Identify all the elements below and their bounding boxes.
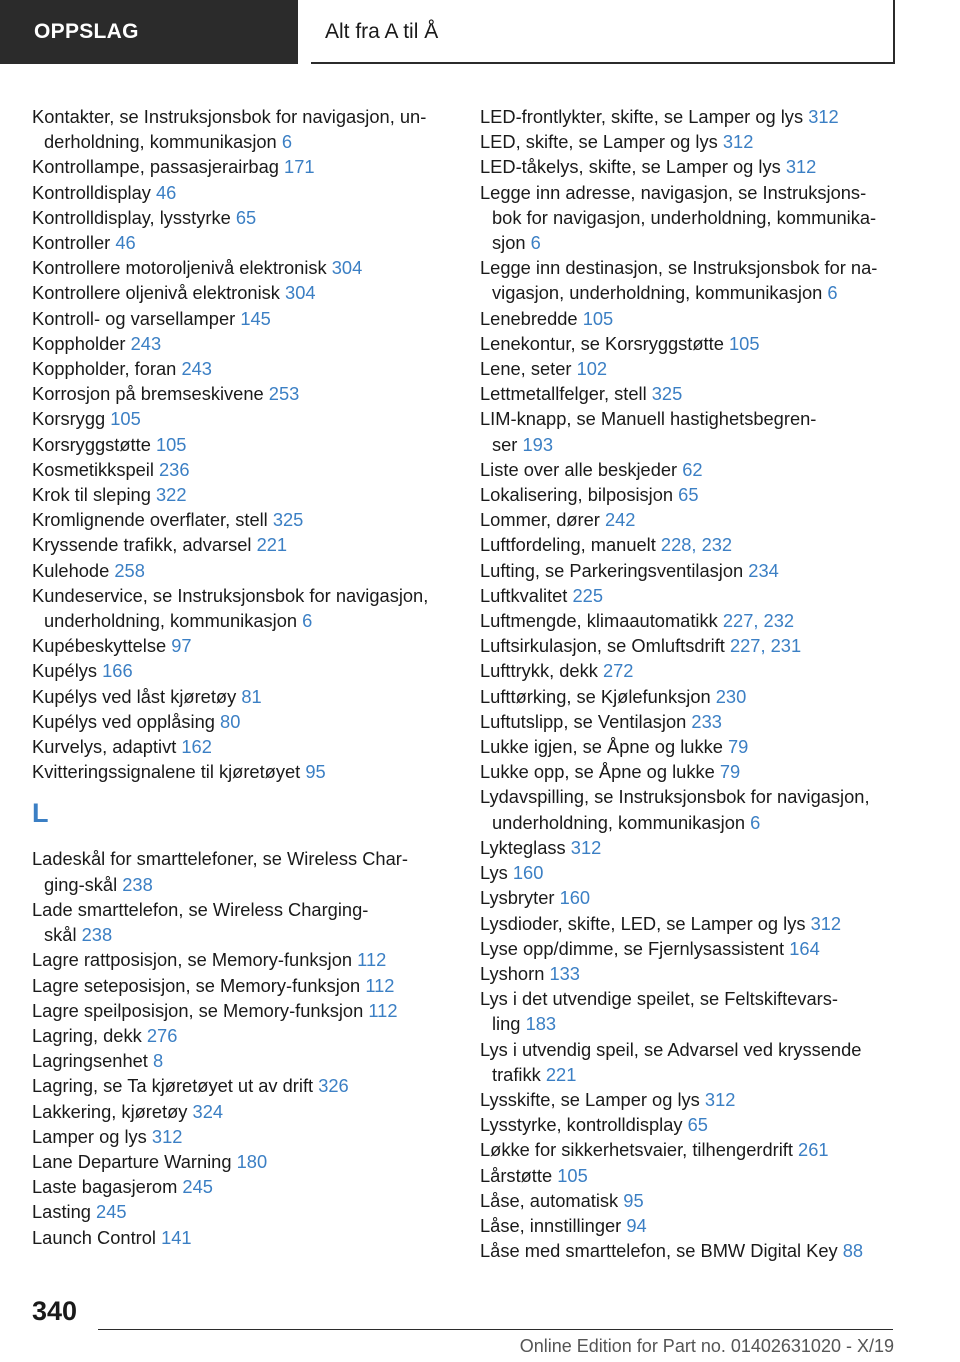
index-entry-text: Kupébeskyttelse [32,635,167,657]
page-reference-link[interactable]: 105 [110,408,141,430]
index-entry-text: Lys i utvendig speil, se Advarsel ved kryssende [480,1038,862,1060]
index-entry [32,180,450,205]
index-entry [480,558,898,583]
index-entry-text: trafikk [492,1063,541,1085]
index-entry [32,633,450,658]
page-reference-link[interactable]: 81 [241,685,262,707]
index-entry-continuation [32,608,450,633]
page-reference-link[interactable]: 79 [728,736,749,758]
page-number: 340 [32,1296,78,1326]
index-entry [32,482,450,507]
index-entry-text: Lårstøtte [480,1164,553,1186]
index-entry-text: Krok til sleping [32,484,151,506]
page-reference-link[interactable]: 105 [582,307,614,329]
page-reference-link[interactable]: 234 [748,559,779,581]
page-reference-link[interactable]: 183 [525,1013,557,1035]
index-entry [480,633,898,658]
page-reference-link[interactable]: 304 [285,282,316,304]
page-reference-link[interactable]: 322 [155,484,187,506]
index-entry-text: Lasting [32,1201,91,1223]
index-entry-continuation [32,872,450,897]
page-reference-link[interactable]: 94 [626,1214,647,1236]
index-entry-continuation [480,810,898,835]
index-entry-text: Luftfordeling, manuelt [480,534,656,556]
index-entry-text: Lyshorn [480,962,545,984]
index-entry-text: Kontrollere oljenivå elektronisk [32,282,280,304]
index-entry [32,1073,450,1098]
index-entry-text: skål [44,924,77,946]
index-entry-text: derholdning, kommunikasjon [44,131,277,153]
page-reference-link[interactable]: 46 [155,181,177,203]
index-entry [32,558,450,583]
index-entry-continuation [480,1062,898,1087]
index-entry [480,457,898,482]
index-entry [480,658,898,683]
index-entry-text: Lufttørking, se Kjølefunksjon [480,685,711,707]
page-reference-link[interactable]: 326 [318,1075,349,1097]
index-entry-text: Lene, seter [480,358,572,380]
index-entry-text: Legge inn adresse, navigasjon, se Instruksjons- [480,181,867,203]
index-column-left [32,104,450,1250]
index-entry-text: Lydavspilling, se Instruksjonsbok for navigasjon, [480,786,870,808]
section-tab: OPPSLAG [0,0,298,64]
page-reference-link[interactable]: 95 [305,761,326,783]
index-entry [32,457,450,482]
page-reference-link[interactable]: 312 [722,131,754,153]
index-entry [480,1213,898,1238]
page-reference-link[interactable]: 325 [651,383,683,405]
page-reference-link[interactable]: 230 [715,685,747,707]
index-entry-text: Launch Control [32,1226,156,1248]
index-entry [32,331,450,356]
index-entry [480,507,898,532]
page-reference-link[interactable]: 233 [691,710,722,732]
index-entry-text: Lagre rattposisjon, se Memory-funksjon [32,949,353,971]
page-reference-link[interactable]: 245 [96,1201,127,1223]
index-entry-text: Luftsirkulasjon, se Omluftsdrift [480,635,725,657]
index-entry [480,684,898,709]
index-entry-text: vigasjon, underholdning, kommunikasjon [492,282,823,304]
index-entry-text: Lukke igjen, se Åpne og lukke [480,736,723,758]
index-entry [480,104,898,129]
page-reference-link[interactable]: 62 [682,458,703,480]
page-reference-link[interactable]: 160 [512,862,544,884]
index-entry-text: Lagring, dekk [32,1024,142,1046]
index-entry [32,381,450,406]
page-reference-link[interactable]: 6 [530,232,541,254]
index-entry [480,885,898,910]
index-entry-text: Korrosjon på bremseskivene [32,383,264,405]
index-entry [32,1225,450,1250]
index-entry [480,356,898,381]
page-reference-link[interactable]: 228, 232 [660,534,733,556]
page-reference-link[interactable]: 79 [719,761,741,783]
index-entry-text: Lufttrykk, dekk [480,660,598,682]
index-entry-continuation [32,129,450,154]
index-entry-continuation [480,1011,898,1036]
page-reference-link[interactable]: 238 [122,873,153,895]
index-entry-text: Lane Departure Warning [32,1150,232,1172]
index-entry-text: Legge inn destinasjon, se Instruksjonsbok for na- [480,257,878,279]
index-entry-text: Kupélys ved låst kjøretøy [32,685,237,707]
index-entry [480,1087,898,1112]
index-entry-text: Lukke opp, se Åpne og lukke [480,761,715,783]
page-reference-link[interactable]: 80 [220,710,241,732]
page-header [0,0,960,66]
index-entry [480,154,898,179]
page-reference-link[interactable]: 221 [545,1063,577,1085]
page-reference-link[interactable]: 8 [152,1050,164,1072]
index-entry-text: Kosmetikkspeil [32,458,154,480]
index-entry [32,432,450,457]
page-reference-link[interactable]: 312 [810,912,842,934]
page-reference-link[interactable]: 65 [687,1114,708,1136]
index-entry [480,835,898,860]
index-entry [32,1199,450,1224]
index-entry [480,129,898,154]
index-entry [480,1037,898,1062]
index-entry-text: Luftmengde, klimaautomatikk [480,610,718,632]
index-entry-text: Lamper og lys [32,1125,147,1147]
index-entry-text: LED-tåkelys, skifte, se Lamper og lys [480,156,781,178]
index-entry-text: Lysdioder, skifte, LED, se Lamper og lys [480,912,806,934]
page-reference-link[interactable]: 245 [182,1176,213,1198]
page-reference-link[interactable]: 160 [559,887,591,909]
index-entry-text: Låse med smarttelefon, se BMW Digital Key [480,1240,838,1262]
index-entry [480,986,898,1011]
index-entry [32,973,450,998]
index-entry-text: Lagringsenhet [32,1050,148,1072]
index-entry-text: ging-skål [44,873,118,895]
page-reference-link[interactable]: 88 [842,1240,864,1262]
index-entry [32,280,450,305]
page-reference-link[interactable]: 95 [623,1189,644,1211]
index-entry-text: Luftutslipp, se Ventilasjon [480,710,687,732]
index-entry [32,709,450,734]
index-entry-text: Luftkvalitet [480,584,568,606]
index-entry-text: Låse, innstillinger [480,1214,622,1236]
index-entry-text: Låse, automatisk [480,1189,619,1211]
page-reference-link[interactable]: 46 [115,232,136,254]
index-entry-text: Lagre seteposisjon, se Memory-funksjon [32,974,361,996]
index-entry-text: bok for navigasjon, underholdning, kommunika- [492,206,877,228]
page-reference-link[interactable]: 105 [728,332,760,354]
index-entry [480,583,898,608]
page-reference-link[interactable]: 162 [181,736,212,758]
index-entry [480,306,898,331]
page-reference-link[interactable]: 105 [557,1164,588,1186]
page-reference-link[interactable]: 225 [572,584,603,606]
index-entry-continuation [480,280,898,305]
footer-divider [98,1329,893,1330]
index-entry-text: Kontroller [32,232,111,254]
page-reference-link[interactable]: 253 [268,383,300,405]
index-entry [480,936,898,961]
index-entry [32,1099,450,1124]
page-reference-link[interactable]: 133 [549,962,580,984]
index-entry-text: Kryssende trafikk, advarsel [32,534,252,556]
index-entry [480,759,898,784]
edition-footer: Online Edition for Part no. 01402631020 - X/19 [519,1336,894,1356]
index-entry-text: Kontrollampe, passasjerairbag [32,156,279,178]
index-entry-text: Kupélys [32,660,98,682]
page-reference-link[interactable]: 238 [81,924,113,946]
index-entry-continuation [32,922,450,947]
index-entry [480,860,898,885]
index-entry-text: ling [492,1013,521,1035]
index-entry [480,482,898,507]
index-entry-text: Kvitteringssignalene til kjøretøyet [32,761,301,783]
page-reference-link[interactable]: 112 [357,949,387,971]
index-entry-text: Lenekontur, se Korsryggstøtte [480,332,724,354]
index-entry [32,1149,450,1174]
index-entry-text: ser [492,433,518,455]
index-entry [32,734,450,759]
page-reference-link[interactable]: 112 [368,999,398,1021]
index-entry [480,961,898,986]
index-entry [32,230,450,255]
index-entry-text: Lade smarttelefon, se Wireless Charging- [32,898,369,920]
page-reference-link[interactable]: 227, 231 [729,635,802,657]
page-reference-link[interactable]: 105 [155,433,187,455]
index-entry-text: Lagre speilposisjon, se Memory-funksjon [32,999,364,1021]
page-reference-link[interactable]: 164 [789,937,820,959]
page-reference-link[interactable]: 112 [365,974,395,996]
chapter-title: Alt fra A til Å [311,0,895,64]
index-entry [32,846,450,871]
index-entry [32,255,450,280]
index-entry-text: Lenebredde [480,307,578,329]
index-entry [32,507,450,532]
page-reference-link[interactable]: 6 [302,610,313,632]
page-reference-link[interactable]: 102 [576,358,608,380]
index-entry-text: Lufting, se Parkeringsventilasjon [480,559,744,581]
index-entry-text: Lakkering, kjøretøy [32,1100,188,1122]
index-entry [32,998,450,1023]
index-entry [480,255,898,280]
index-entry-text: Lysstyrke, kontrolldisplay [480,1114,683,1136]
index-entry-text: Ladeskål for smarttelefoner, se Wireless Char- [32,848,408,870]
index-entry-text: Kundeservice, se Instruksjonsbok for navigasjon, [32,584,429,606]
page-reference-link[interactable]: 65 [235,206,257,228]
index-entry [480,406,898,431]
page-reference-link[interactable]: 243 [130,332,162,354]
index-entry-text: Lagring, se Ta kjøretøyet ut av drift [32,1075,314,1097]
page-reference-link[interactable]: 242 [604,509,636,531]
page-reference-link[interactable]: 276 [146,1024,178,1046]
index-entry [480,381,898,406]
page-reference-link[interactable]: 312 [808,106,839,127]
page-reference-link[interactable]: 236 [159,458,190,480]
page-reference-link[interactable]: 261 [798,1139,829,1161]
page-reference-link[interactable]: 272 [602,660,634,682]
page-reference-link[interactable]: 243 [181,358,212,380]
index-entry [480,331,898,356]
page-reference-link[interactable]: 258 [114,559,145,581]
page-reference-link[interactable]: 6 [281,131,292,153]
index-entry-text: Kupélys ved opplåsing [32,710,215,732]
page-reference-link[interactable]: 141 [161,1226,192,1248]
index-entry-text: Lyse opp/dimme, se Fjernlysassistent [480,937,785,959]
index-entry-text: Korsryggstøtte [32,433,151,455]
index-entry [480,784,898,809]
page-reference-link[interactable]: 312 [785,156,817,178]
index-entry-text: Lysskifte, se Lamper og lys [480,1088,700,1110]
page-reference-link[interactable]: 227, 232 [722,610,795,632]
index-entry [32,356,450,381]
index-entry [32,684,450,709]
index-entry-text: sjon [492,232,526,254]
index-entry [480,1238,898,1263]
index-entry-text: underholdning, kommunikasjon [44,610,298,632]
index-entry-text: LED-frontlykter, skifte, se Lamper og lys [480,106,804,127]
index-entry-text: Liste over alle beskjeder [480,458,678,480]
page-reference-link[interactable]: 6 [750,811,761,833]
index-entry [480,1188,898,1213]
index-entry [32,658,450,683]
index-entry-text: Lys i det utvendige speilet, se Feltskiftevars- [480,988,839,1010]
index-entry [32,1174,450,1199]
index-entry-text: Laste bagasjerom [32,1176,178,1198]
index-entry [480,734,898,759]
index-entry-continuation [480,205,898,230]
page-reference-link[interactable]: 324 [192,1100,224,1122]
index-entry-text: Kontrolldisplay, lysstyrke [32,206,231,228]
index-entry-text: Kontroll- og varsellamper [32,307,236,329]
index-entry [480,180,898,205]
page-reference-link[interactable]: 312 [704,1088,736,1110]
index-entry [480,1163,898,1188]
page-reference-link[interactable]: 6 [827,282,838,304]
index-entry-text: Kontakter, se Instruksjonsbok for navigasjon, un- [32,106,427,127]
index-entry-text: LIM-knapp, se Manuell hastighetsbegren- [480,408,817,430]
index-entry [32,154,450,179]
index-entry [480,532,898,557]
index-entry [32,104,450,129]
index-entry [480,608,898,633]
page-reference-link[interactable]: 325 [272,509,304,531]
index-column-right [480,104,898,1263]
index-entry [32,759,450,784]
page-reference-link[interactable]: 221 [256,534,288,556]
index-entry [480,911,898,936]
page-reference-link[interactable]: 97 [171,635,192,657]
page-reference-link[interactable]: 312 [570,836,602,858]
index-entry-text: Lommer, dører [480,509,600,531]
index-entry-text: Løkke for sikkerhetsvaier, tilhengerdrift [480,1139,793,1161]
index-entry-continuation [480,230,898,255]
index-entry [32,532,450,557]
index-entry-text: underholdning, kommunikasjon [492,811,746,833]
index-entry-continuation [480,432,898,457]
index-entry-text: Kontrollere motoroljenivå elektronisk [32,257,327,279]
index-entry-text: Korsrygg [32,408,106,430]
index-letter-heading: L [32,798,49,829]
index-entry-text: Lykteglass [480,836,566,858]
index-entry-text: Kulehode [32,559,110,581]
index-entry-text: Lokalisering, bilposisjon [480,484,674,506]
index-entry [32,947,450,972]
index-entry-text: Kurvelys, adaptivt [32,736,177,758]
index-entry [32,1048,450,1073]
index-entry-text: LED, skifte, se Lamper og lys [480,131,718,153]
index-entry [32,406,450,431]
page-reference-link[interactable]: 166 [102,660,133,682]
index-entry [32,205,450,230]
index-entry [32,583,450,608]
index-entry-text: Koppholder, foran [32,358,177,380]
index-entry-text: Koppholder [32,332,126,354]
page-reference-link[interactable]: 171 [284,156,315,178]
index-entry-text: Lysbryter [480,887,555,909]
index-entry [32,1124,450,1149]
page-reference-link[interactable]: 180 [236,1150,268,1172]
page-reference-link[interactable]: 304 [331,257,363,279]
page-reference-link[interactable]: 312 [151,1125,183,1147]
index-entry [32,306,450,331]
page-reference-link[interactable]: 193 [522,433,554,455]
index-entry [480,1137,898,1162]
index-entry [32,1023,450,1048]
index-entry-text: Lettmetallfelger, stell [480,383,647,405]
index-entry-text: Kromlignende overflater, stell [32,509,268,531]
index-entry [480,1112,898,1137]
index-entry [32,897,450,922]
index-entry-text: Lys [480,862,508,884]
index-entry-text: Kontrolldisplay [32,181,151,203]
page-reference-link[interactable]: 65 [678,484,699,506]
page-reference-link[interactable]: 145 [240,307,271,329]
index-entry [480,709,898,734]
